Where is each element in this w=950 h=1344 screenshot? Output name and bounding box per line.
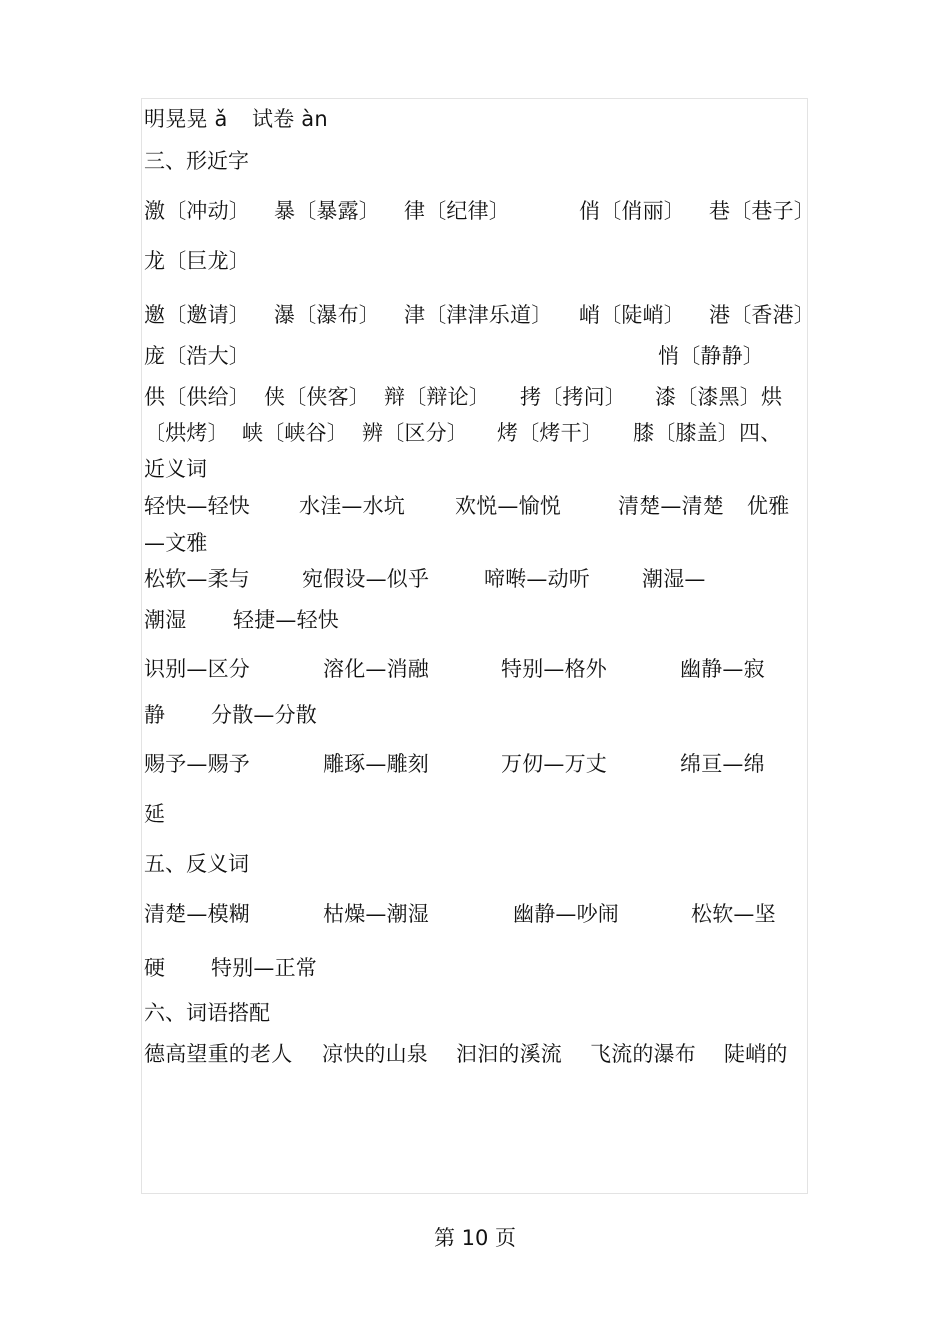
word-pair: 赐予—赐予 — [144, 752, 250, 776]
word-pair: 枯燥—潮湿 — [323, 902, 429, 926]
word-item: 港〔香港〕 — [709, 303, 815, 327]
section-heading-similar-chars: 三、形近字 — [144, 149, 249, 173]
word-pair: 潮湿— — [642, 567, 706, 591]
word-item: 峡〔峡谷〕 — [242, 421, 348, 445]
word-pair: 特别—正常 — [211, 956, 317, 980]
word-pair: 欢悦—愉悦 — [455, 494, 561, 518]
word-pair: 静 — [144, 703, 166, 727]
word-item: 峭〔陡峭〕 — [579, 303, 685, 327]
word-item: 邀〔邀请〕 — [144, 303, 250, 327]
word-pair: 绵亘—绵 — [680, 752, 765, 776]
word-item: 悄〔静静〕 — [658, 344, 764, 368]
word-pair: 优雅 — [747, 494, 790, 518]
word-item: 律〔纪律〕 — [404, 199, 510, 223]
word-pair: 硬 — [144, 956, 166, 980]
word-pair: 松软—坚 — [691, 902, 776, 926]
section-heading-antonyms: 五、反义词 — [144, 852, 249, 876]
pinyin-item: 试卷 àn — [252, 107, 328, 131]
word-item: 辨〔区分〕 — [362, 421, 468, 445]
word-pair: 清楚—清楚 — [618, 494, 724, 518]
word-pair: 幽静—吵闹 — [513, 902, 619, 926]
word-item: 漆〔漆黑〕烘 — [655, 385, 783, 409]
phrase-item: 陡峭的 — [724, 1042, 788, 1066]
word-pair: 特别—格外 — [501, 657, 607, 681]
phrase-item: 飞流的瀑布 — [590, 1042, 696, 1066]
word-pair: 延 — [144, 802, 166, 826]
word-pair: —文雅 — [144, 531, 208, 555]
word-item: 激〔冲动〕 — [144, 199, 250, 223]
word-pair: 松软—柔与 — [144, 567, 250, 591]
word-item: 拷〔拷问〕 — [520, 385, 626, 409]
word-pair: 啼啭—动听 — [484, 567, 590, 591]
word-item: 津〔津津乐道〕 — [404, 303, 553, 327]
word-item: 〔烘烤〕 — [144, 421, 229, 445]
word-pair: 雕琢—雕刻 — [323, 752, 429, 776]
word-item: 龙〔巨龙〕 — [144, 249, 250, 273]
word-item: 巷〔巷子〕 — [709, 199, 815, 223]
word-item: 烤〔烤干〕 — [497, 421, 603, 445]
word-item: 庞〔浩大〕 — [144, 344, 250, 368]
word-pair: 轻捷—轻快 — [233, 608, 339, 632]
section-heading-collocations: 六、词语搭配 — [144, 1001, 270, 1025]
section-heading-synonyms: 近义词 — [144, 457, 207, 481]
word-item: 膝〔膝盖〕四、 — [633, 421, 782, 445]
word-pair: 识别—区分 — [144, 657, 250, 681]
word-pair: 潮湿 — [144, 608, 187, 632]
word-pair: 幽静—寂 — [680, 657, 765, 681]
word-pair: 清楚—模糊 — [144, 902, 250, 926]
phrase-item: 汩汩的溪流 — [456, 1042, 562, 1066]
phrase-item: 凉快的山泉 — [322, 1042, 428, 1066]
word-item: 辩〔辩论〕 — [384, 385, 490, 409]
word-item: 侠〔侠客〕 — [264, 385, 370, 409]
word-item: 暴〔暴露〕 — [274, 199, 380, 223]
pinyin-item: 明晃晃 ǎ — [144, 107, 228, 131]
word-pair: 分散—分散 — [211, 703, 317, 727]
word-pair: 万仞—万丈 — [501, 752, 607, 776]
word-item: 供〔供给〕 — [144, 385, 250, 409]
phrase-item: 德高望重的老人 — [144, 1042, 293, 1066]
word-pair: 宛假设—似乎 — [302, 567, 430, 591]
page-number: 第 10 页 — [433, 1226, 517, 1250]
word-item: 瀑〔瀑布〕 — [274, 303, 380, 327]
word-pair: 轻快—轻快 — [144, 494, 250, 518]
word-pair: 水洼—水坑 — [299, 494, 405, 518]
word-item: 俏〔俏丽〕 — [579, 199, 685, 223]
word-pair: 溶化—消融 — [323, 657, 429, 681]
